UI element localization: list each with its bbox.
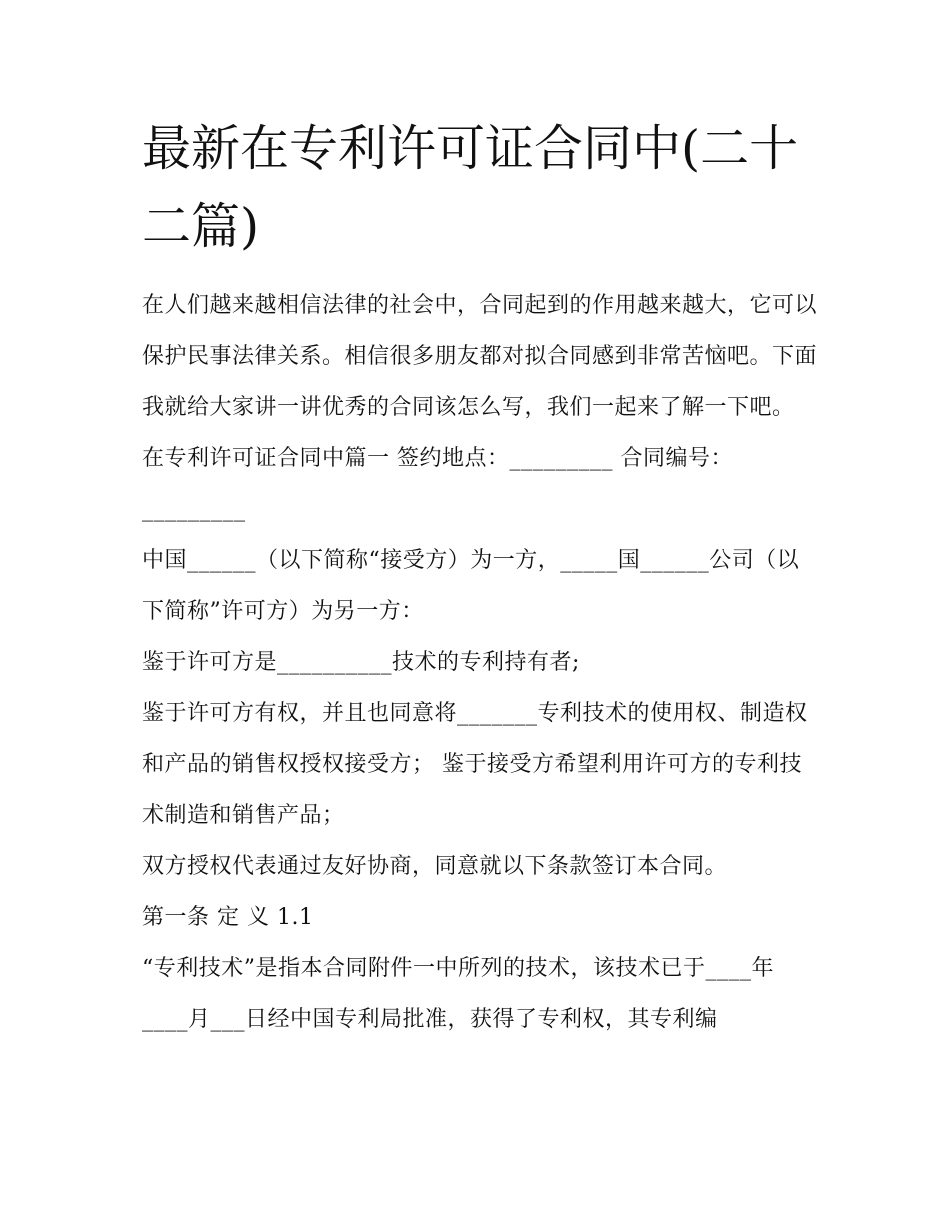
document-page [142, 110, 817, 1045]
article-heading: 第一条 定 义 1.1 [142, 905, 314, 930]
contract-header-paragraph: 在专利许可证合同中篇一 签约地点：_________ 合同编号：_________ [142, 446, 733, 522]
whereas-paragraph-1: 鉴于许可方是__________技术的专利持有者; [142, 650, 580, 675]
definition-paragraph: “专利技术”是指本合同附件一中所列的技术，该技术已于____年____月___日经中国专利局批准，获得了专利权，其专利编 [142, 956, 774, 1032]
intro-paragraph: 在人们越来越相信法律的社会中，合同起到的作用越来越大，它可以保护民事法律关系。相信很多朋友都对拟合同感到非常苦恼吧。下面我就给大家讲一讲优秀的合同该怎么写，我们一起来了解一下吧。 [142, 293, 818, 420]
parties-paragraph: 中国______（以下简称“接受方）为一方，_____国______公司（以下简称”许可方）为另一方： [142, 548, 800, 624]
document-title: 最新在专利许可证合同中(二十二篇) [142, 120, 799, 255]
agreement-paragraph: 双方授权代表通过友好协商，同意就以下条款签订本合同。 [142, 854, 728, 879]
whereas-paragraph-2: 鉴于许可方有权，并且也同意将_______专利技术的使用权、制造权和产品的销售权授权接受方； 鉴于接受方希望利用许可方的专利技术制造和销售产品； [142, 701, 808, 828]
